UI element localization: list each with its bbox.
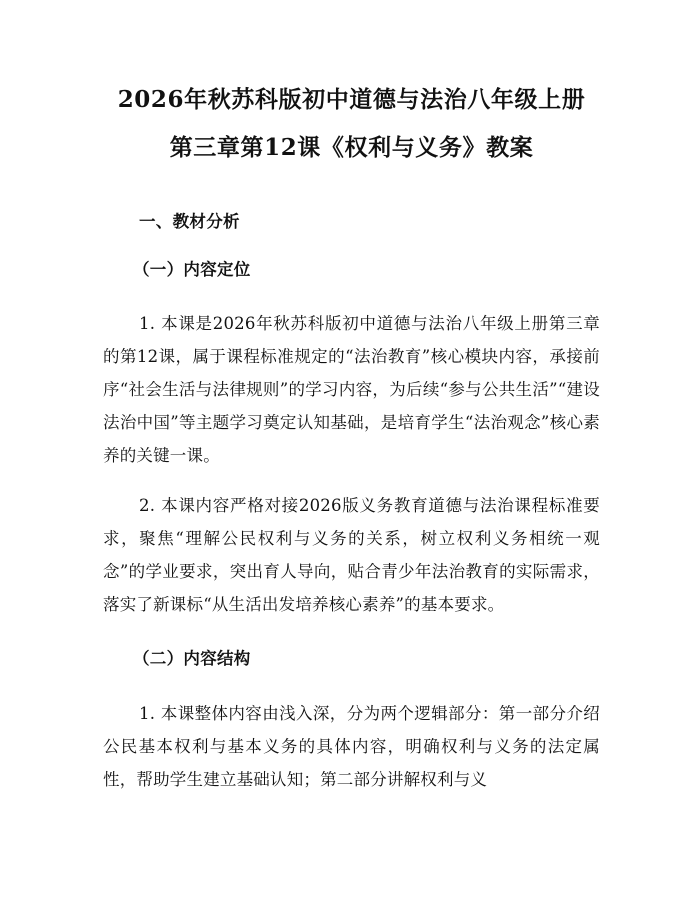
paragraph-structure-1: 1. 本课整体内容由浅入深，分为两个逻辑部分：第一部分介绍公民基本权利与基本义务的具体内容，明确权利与义务的法定属性，帮助学生建立基础认知；第二部分讲解权利与义 (103, 704, 600, 789)
section-heading-textbook-analysis: 一、教材分析 (139, 212, 240, 231)
subsection-heading-content-structure: （二）内容结构 (133, 649, 251, 668)
document-title-line-2: 第三章第12课《权利与义务》教案 (169, 134, 534, 161)
paragraph-positioning-2: 2. 本课内容严格对接2026版义务教育道德与法治课程标准要求，聚焦“理解公民权利与义务的关系，树立权利义务相统一观念”的学业要求，突出育人导向，贴合青少年法治教育的实际需求，落实了新课标“从生活出发培养核心素养”的基本要求。 (103, 496, 600, 614)
document-title-line-1: 2026年秋苏科版初中道德与法治八年级上册 (117, 86, 586, 113)
paragraph-positioning-1: 1. 本课是2026年秋苏科版初中道德与法治八年级上册第三章的第12课，属于课程标准规定的“法治教育”核心模块内容，承接前序“社会生活与法律规则”的学习内容，为后续“参与公共生活”“建设法治中国”等主题学习奠定认知基础，是培育学生“法治观念”核心素养的关键一课。 (103, 314, 600, 465)
subsection-heading-content-positioning: （一）内容定位 (133, 260, 251, 279)
